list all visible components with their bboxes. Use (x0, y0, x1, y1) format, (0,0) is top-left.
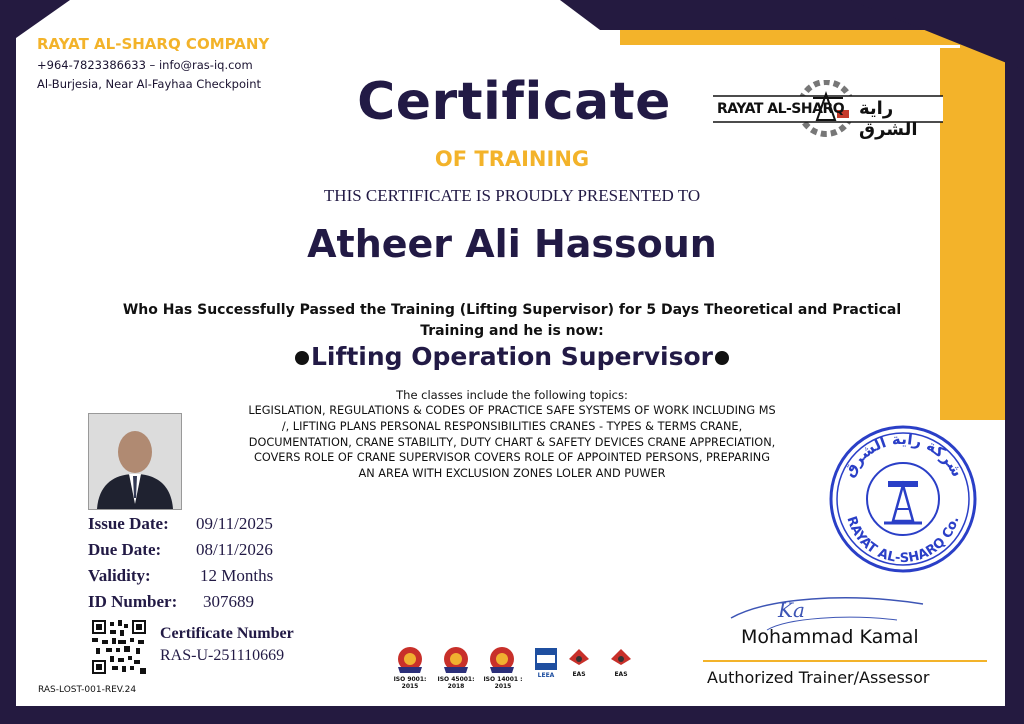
issue-date-value: 09/11/2025 (196, 514, 273, 533)
role-text: Lifting Operation Supervisor (310, 342, 714, 371)
training-statement-line: Training and he is now: (420, 323, 604, 339)
id-number-value: 307689 (203, 592, 254, 611)
topics-line: /, LIFTING PLANS PERSONAL RESPONSIBILITIES CRANES - TYPES & TERMS CRANE, (281, 419, 743, 433)
company-name: RAYAT AL-SHARQ COMPANY (37, 35, 270, 53)
signatory-name: Mohammad Kamal (741, 626, 919, 648)
eas-icon (611, 649, 631, 665)
iso-45001-icon (444, 647, 468, 673)
document-reference: RAS-LOST-001-REV.24 (38, 685, 137, 695)
topics-line: DOCUMENTATION, CRANE STABILITY, DUTY CHART & SAFETY DEVICES CRANE APPRECIATION, (248, 435, 776, 449)
company-contact: +964-7823386633 – info@ras-iq.com (37, 58, 253, 72)
topics-intro: The classes include the following topics: (396, 388, 628, 402)
badge-label: EAS (572, 671, 586, 678)
due-date-label: Due Date: (88, 540, 162, 559)
iso-14001-icon (490, 647, 514, 673)
certificate-number-label: Certificate Number (160, 625, 294, 642)
training-statement-line: Who Has Successfully Passed the Training (Lifting Supervisor) for 5 Days Theoretical and Practical (122, 302, 902, 318)
validity-label: Validity: (88, 566, 151, 585)
stamp-seal-icon (826, 425, 980, 573)
badge-label: ISO 14001 : 2015 (483, 676, 523, 690)
stamp-latin-text: RAYAT AL-SHARQ Co. (843, 514, 963, 567)
signature-script: Ka (778, 598, 805, 622)
certificate-subtitle: OF TRAINING (434, 147, 590, 171)
recipient-name: Atheer Ali Hassoun (307, 222, 717, 266)
recipient-photo (88, 413, 182, 510)
eas-icon (569, 649, 589, 665)
role-title (0, 342, 1024, 371)
due-date-value: 08/11/2026 (196, 540, 273, 559)
validity-value: 12 Months (200, 566, 274, 585)
iso-9001-icon (398, 647, 422, 673)
badge-label: ISO 45001: 2018 (437, 676, 475, 690)
accreditation-badges (393, 645, 653, 695)
training-statement (110, 300, 914, 342)
logo-text-latin: RAYAT AL-SHARQ (717, 101, 845, 117)
certificate-title: Certificate (357, 72, 671, 132)
badge-label: EAS (614, 671, 628, 678)
presented-to-text: THIS CERTIFICATE IS PROUDLY PRESENTED TO (323, 186, 701, 205)
topics-line: COVERS ROLE OF CRANE SUPERVISOR COVERS ROLE OF APPOINTED PERSONS, PREPARING (254, 451, 770, 465)
qr-code-icon[interactable] (92, 620, 146, 674)
leea-icon (535, 648, 557, 670)
id-number-label: ID Number: (88, 592, 178, 611)
company-stamp (826, 425, 980, 573)
company-address: Al-Burjesia, Near Al-Fayhaa Checkpoint (37, 77, 261, 91)
topics-line: LEGISLATION, REGULATIONS & CODES OF PRACTICE SAFE SYSTEMS OF WORK INCLUDING MS (248, 404, 776, 417)
issue-date-label: Issue Date: (88, 514, 169, 533)
topics-list (205, 403, 819, 482)
signature-line (703, 660, 987, 662)
badge-label: LEEA (537, 672, 555, 679)
bullet-icon (295, 351, 309, 365)
badge-label: ISO 9001: 2015 (393, 676, 427, 690)
logo-text-arabic: راية الشرق (859, 98, 918, 140)
certificate-number-value: RAS-U-251110669 (160, 647, 285, 664)
signatory-title: Authorized Trainer/Assessor (707, 668, 930, 687)
topics-line: AN AREA WITH EXCLUSION ZONES LOLER AND PUWER (358, 467, 666, 481)
stamp-arabic-text: شركة راية الشرق (839, 429, 967, 480)
bullet-icon (715, 351, 729, 365)
